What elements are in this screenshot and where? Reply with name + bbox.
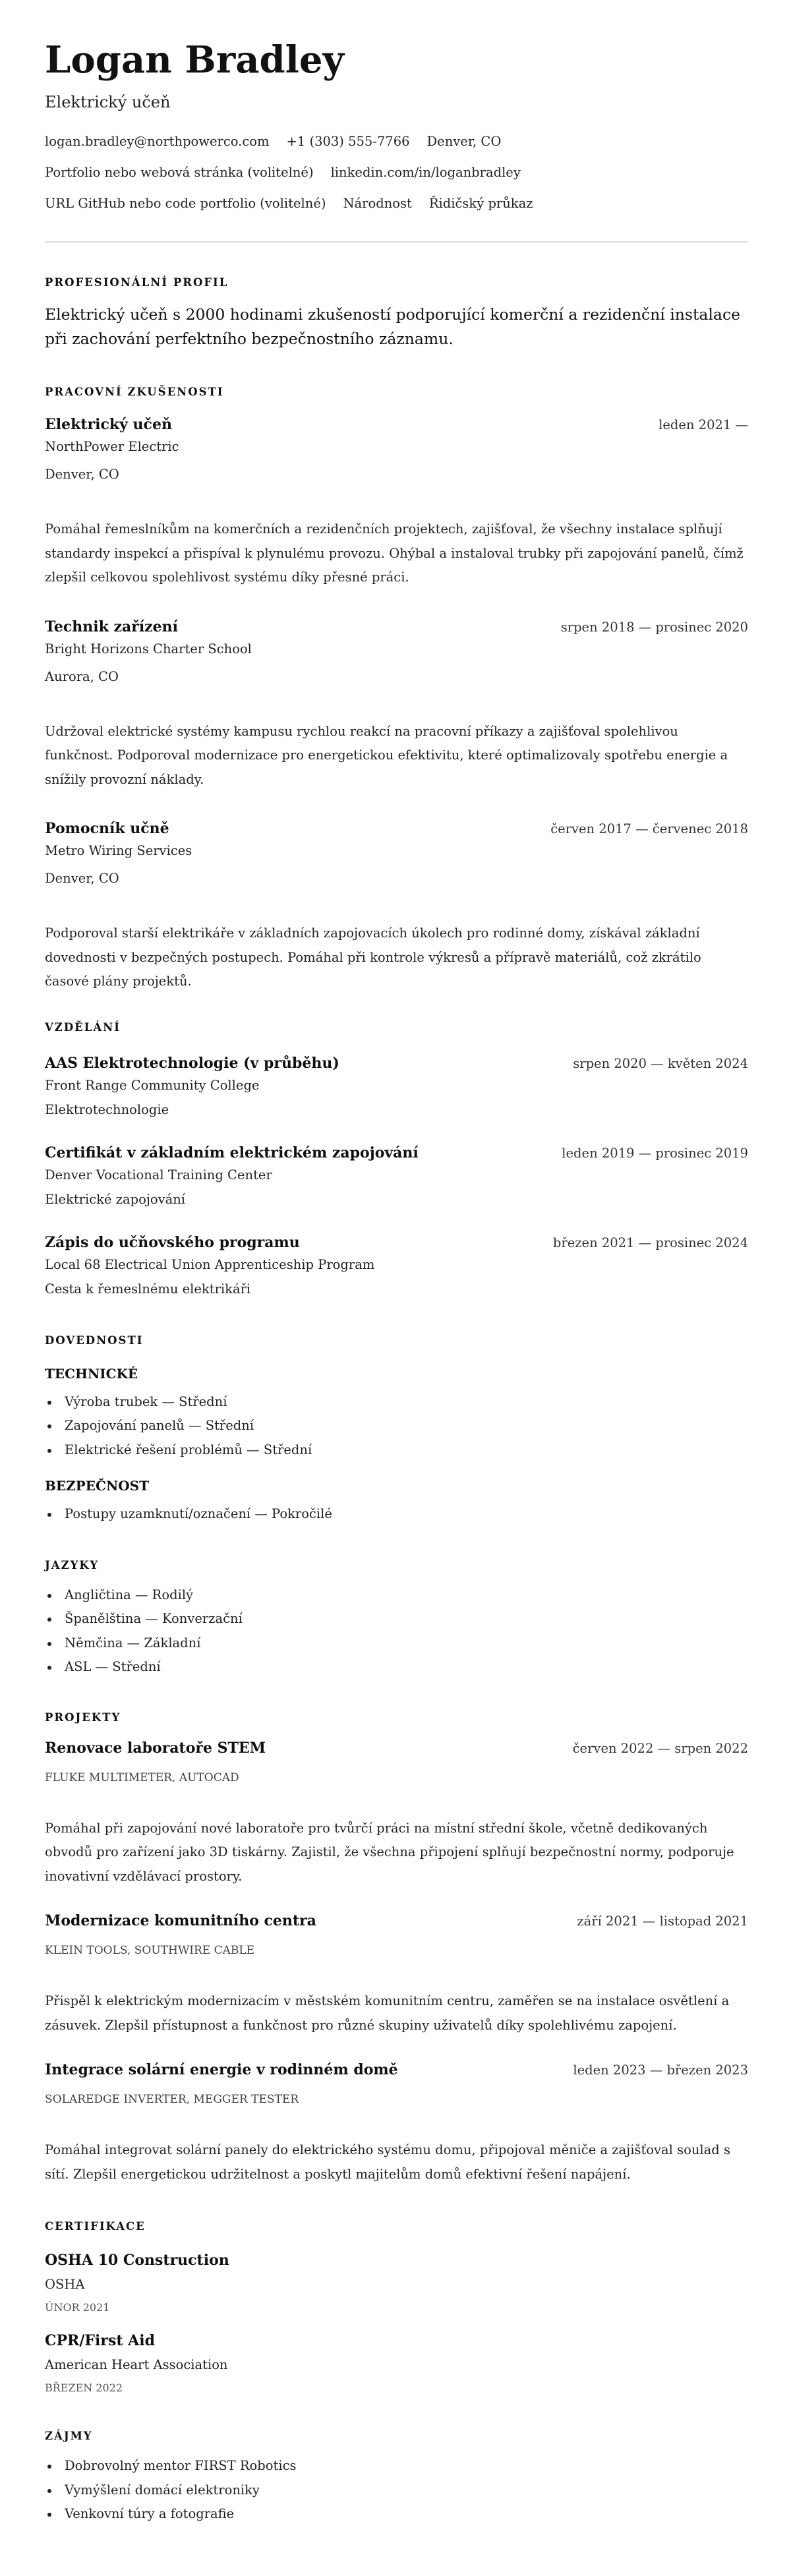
job-description: Podporoval starší elektrikáře v základních zapojovacích úkolech pro rodinné domy, získával základní dovednosti v bezpečných postupech. Pomáhal při kontrole výkresů a přípravě materiálů, což zkrátilo časové plány projektů. — [45, 925, 701, 989]
school-name: Front Range Community College — [45, 1077, 260, 1093]
job-dates: červen 2017 — červenec 2018 — [550, 821, 748, 836]
skill-item: Zapojování panelů — Střední — [45, 1414, 748, 1438]
language-item: Němčina — Základní — [45, 1631, 748, 1656]
education-section — [45, 1020, 748, 1298]
location: Denver, CO — [426, 134, 502, 149]
section-heading: JAZYKY — [45, 1558, 100, 1571]
degree-title: AAS Elektrotechnologie (v průběhu) — [45, 1054, 339, 1072]
project-title: Modernizace komunitního centra — [45, 1912, 316, 1929]
project-description: Pomáhal integrovat solární panely do elektrického systému domu, připojoval měniče a zajišťoval soulad s sítí. Zlepšil energetickou udržitelnost a poskytl majitelům domů efektivní řešení napájení. — [45, 2142, 730, 2182]
project-dates: červen 2022 — srpen 2022 — [572, 1740, 748, 1756]
resume-header — [45, 38, 748, 212]
entry-header — [45, 2061, 748, 2080]
profile-section — [45, 276, 748, 351]
school-name: Local 68 Electrical Union Apprenticeship Program — [45, 1256, 375, 1272]
github-link[interactable]: URL GitHub nebo code portfolio (volitelné) — [45, 196, 326, 211]
job-title: Elektrický učeň — [45, 416, 172, 433]
education-entry — [45, 1233, 748, 1298]
candidate-name: Logan Bradley — [45, 38, 345, 82]
certification-issuer: OSHA — [45, 2277, 85, 2292]
entry-header — [45, 1054, 748, 1073]
interest-item: Vymýšlení domácí elektroniky — [45, 2478, 748, 2503]
skill-group-heading: TECHNICKÉ — [45, 1365, 138, 1382]
portfolio-link[interactable]: Portfolio nebo webová stránka (volitelné) — [45, 165, 314, 180]
school-name: Denver Vocational Training Center — [45, 1167, 272, 1183]
certification-entry — [45, 2331, 748, 2395]
projects-section — [45, 1711, 748, 2187]
skills-section — [45, 1333, 748, 1527]
language-list — [45, 1583, 748, 1680]
certification-name: OSHA 10 Construction — [45, 2252, 229, 2269]
candidate-role: Elektrický učeň — [45, 93, 171, 111]
project-title: Integrace solární energie v rodinném domě — [45, 2061, 398, 2078]
section-heading: PROFESIONÁLNÍ PROFIL — [45, 276, 229, 289]
certifications-section — [45, 2219, 748, 2395]
email-link[interactable]: logan.bradley@northpowerco.com — [45, 134, 270, 149]
job-title: Technik zařízení — [45, 618, 179, 635]
languages-section — [45, 1558, 748, 1680]
certification-entry — [45, 2251, 748, 2314]
skill-item: Výroba trubek — Střední — [45, 1390, 748, 1415]
project-entry — [45, 1739, 748, 1889]
nationality: Národnost — [343, 196, 412, 211]
section-heading: DOVEDNOSTI — [45, 1333, 144, 1347]
language-item: Španělština — Konverzační — [45, 1607, 748, 1631]
certification-issuer: American Heart Association — [45, 2357, 228, 2372]
interest-item: Venkovní túry a fotografie — [45, 2502, 748, 2527]
experience-entry — [45, 819, 748, 994]
language-item: Angličtina — Rodilý — [45, 1583, 748, 1608]
field-of-study: Elektrické zapojování — [45, 1191, 186, 1207]
experience-entry — [45, 618, 748, 792]
project-title: Renovace laboratoře STEM — [45, 1739, 266, 1757]
entry-header — [45, 618, 748, 637]
project-entry — [45, 1912, 748, 2037]
entry-header — [45, 1912, 748, 1931]
job-title: Pomocník učně — [45, 820, 169, 837]
phone: +1 (303) 555-7766 — [286, 134, 410, 149]
job-location: Denver, CO — [45, 871, 119, 886]
contact-row — [45, 134, 748, 150]
skill-item: Postupy uzamknutí/označení — Pokročilé — [45, 1502, 748, 1527]
section-heading: CERTIFIKACE — [45, 2220, 146, 2233]
profile-text: Elektrický učeň s 2000 hodinami zkušeností podporující komerční a rezidenční instalace při zachování perfektního bezpečnostního záznamu. — [45, 305, 741, 348]
field-of-study: Cesta k řemeslnému elektrikáři — [45, 1281, 251, 1297]
education-dates: srpen 2020 — květen 2024 — [573, 1055, 748, 1071]
section-heading: ZÁJMY — [45, 2430, 93, 2442]
section-heading: PRACOVNÍ ZKUŠENOSTI — [45, 386, 224, 398]
experience-entry — [45, 415, 748, 590]
education-dates: březen 2021 — prosinec 2024 — [552, 1235, 748, 1250]
project-dates: září 2021 — listopad 2021 — [577, 1914, 748, 1929]
certification-date: BŘEZEN 2022 — [45, 2382, 123, 2394]
skill-item: Elektrické řešení problémů — Střední — [45, 1438, 748, 1463]
entry-header — [45, 1739, 748, 1758]
skill-list — [45, 1390, 748, 1463]
certification-name: CPR/First Aid — [45, 2332, 155, 2349]
experience-section — [45, 385, 748, 994]
entry-header — [45, 1233, 748, 1252]
job-location: Aurora, CO — [45, 668, 119, 684]
project-entry — [45, 2061, 748, 2186]
project-technologies: SOLAREDGE INVERTER, MEGGER TESTER — [45, 2093, 299, 2106]
project-description: Pomáhal při zapojování nové laboratoře pro tvůrčí práci na místní střední škole, včetně dedikovaných obvodů pro zařízení jako 3D tiskárny. Zajistil, že všechna připojení splňují bezpečnostní normy, podporuje inovativní vzdělávací prostory. — [45, 1820, 734, 1884]
field-of-study: Elektrotechnologie — [45, 1101, 169, 1117]
section-heading: VZDĚLÁNÍ — [45, 1020, 121, 1034]
language-item: ASL — Střední — [45, 1655, 748, 1680]
skill-list — [45, 1502, 748, 1527]
project-technologies: FLUKE MULTIMETER, AUTOCAD — [45, 1771, 239, 1784]
header-divider — [45, 241, 748, 243]
certification-date: ÚNOR 2021 — [45, 2301, 110, 2314]
job-description: Pomáhal řemeslníkům na komerčních a rezidenčních projektech, zajišťoval, že všechny instalace splňují standardy inspekcí a přispíval k plynulému provozu. Ohýbal a instaloval trubky při zapojování panelů, čímž zlepšil celkovou spolehlivost systému díky přesné práci. — [45, 521, 744, 585]
linkedin-link[interactable]: linkedin.com/in/loganbradley — [330, 165, 521, 180]
education-entry — [45, 1054, 748, 1119]
company-name: Bright Horizons Charter School — [45, 641, 252, 657]
project-description: Přispěl k elektrickým modernizacím v městském komunitním centru, zaměřen se na instalace osvětlení a zásuvek. Zlepšil přístupnost a funkčnost pro různé skupiny uživatelů díky spolehlivému zapojení. — [45, 1993, 730, 2033]
company-name: Metro Wiring Services — [45, 843, 192, 858]
entry-header — [45, 819, 748, 838]
project-dates: leden 2023 — březen 2023 — [573, 2063, 748, 2078]
education-dates: leden 2019 — prosinec 2019 — [562, 1145, 748, 1161]
skill-group-heading: BEZPEČNOST — [45, 1478, 149, 1494]
section-heading: PROJEKTY — [45, 1711, 121, 1724]
education-entry — [45, 1144, 748, 1208]
entry-header — [45, 415, 748, 434]
entry-header — [45, 1144, 748, 1163]
drivers-license: Řidičský průkaz — [428, 196, 533, 211]
degree-title: Certifikát v základním elektrickém zapojování — [45, 1144, 419, 1161]
job-dates: leden 2021 — — [659, 417, 748, 432]
project-technologies: KLEIN TOOLS, SOUTHWIRE CABLE — [45, 1944, 255, 1957]
contact-row — [45, 196, 748, 212]
interests-section — [45, 2429, 748, 2527]
interest-item: Dobrovolný mentor FIRST Robotics — [45, 2454, 748, 2478]
interest-list — [45, 2454, 748, 2527]
job-description: Udržoval elektrické systémy kampusu rychlou reakcí na pracovní příkazy a zajišťoval spolehlivou funkčnost. Podporoval modernizace pro energetickou efektivitu, které optimalizovaly spotřebu energie a snížily provozní náklady. — [45, 723, 728, 787]
degree-title: Zápis do učňovského programu — [45, 1233, 300, 1251]
contact-row — [45, 165, 748, 181]
company-name: NorthPower Electric — [45, 439, 179, 454]
job-location: Denver, CO — [45, 467, 119, 482]
job-dates: srpen 2018 — prosinec 2020 — [560, 619, 748, 635]
